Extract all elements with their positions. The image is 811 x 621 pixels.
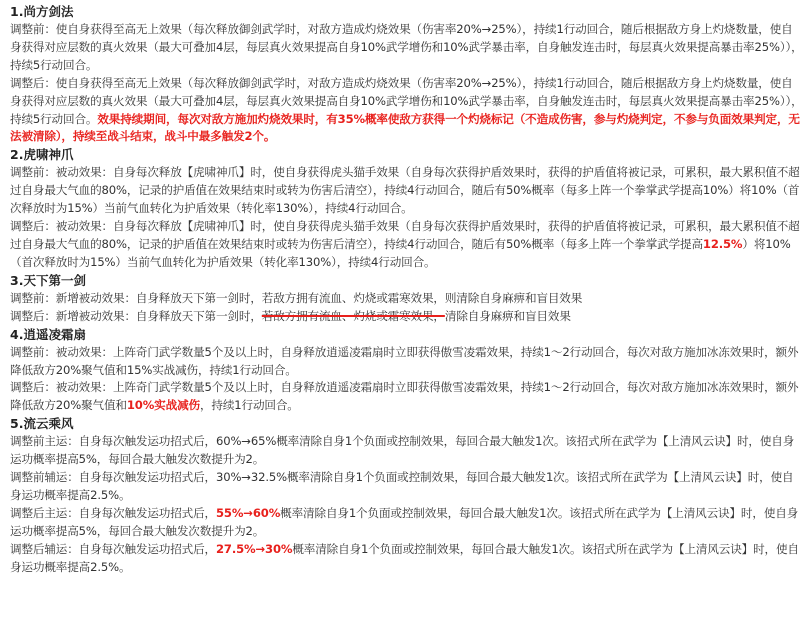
highlight-text: 效果持续期间，每次对敌方施加灼烧效果时，有35%概率使敌方获得一个灼烧标记（不造成伤害，参与灼烧判定，不参与负面效果判定，无法被清除），持续至战斗结束，战斗中最多触发2个。 [10, 111, 800, 144]
adjustment-paragraph [10, 379, 803, 415]
body-text: 调整后：被动效果：自身每次释放【虎啸神爪】时，使自身获得虎头猫手效果（自身每次获得护盾效果时，获得的护盾值将被记录，可累积，最大累积值不超过自身最大气血的80%，记录的护盾值在效果结束时或转为伤害后清空），持续4行动回合，随后有50%概率（每多上阵一个拳掌武学提高 [10, 219, 800, 251]
section-title: 5.流云乘风 [10, 416, 74, 432]
body-text: ）将10%（首次释放时为15%）当前气血转化为护盾效果（转化率130%），持续4行动回合。 [10, 236, 791, 269]
body-text: 概率清除自身1个负面或控制效果，每回合最大触发1次。该招式所在武学为【上清风云诀】时，使自身运功概率提高2.5%。 [10, 541, 799, 574]
body-text: 清除自身麻痹和盲目效果 [444, 308, 571, 323]
body-text: 调整后主运：自身每次触发运功招式后， [10, 505, 216, 520]
removed-text: 若敌方拥有流血、灼烧或霜寒效果， [261, 308, 445, 323]
section-title: 1.尚方剑法 [10, 4, 74, 19]
adjustment-paragraph [10, 433, 803, 469]
adjustment-paragraph [10, 75, 803, 147]
body-text: 概率清除自身1个负面或控制效果，每回合最大触发1次。该招式所在武学为【上清风云诀】时，使自身运功概率提高5%，每回合最大触发次数提升为2。 [10, 505, 799, 538]
adjustment-paragraph [10, 290, 803, 308]
adjustment-paragraph [10, 308, 803, 326]
body-text: 调整前：被动效果：上阵奇门武学数量5个及以上时，自身释放逍遥凌霜扇时立即获得傲雪凌霜效果，持续1～2行动回合，每次对敌方施加冰冻效果时，额外降低敌方20%聚气值和15%实战减伤，持续1行动回合。 [10, 344, 799, 377]
body-text: 调整后：被动效果：上阵奇门武学数量5个及以上时，自身释放逍遥凌霜扇时立即获得傲雪凌霜效果，持续1～2行动回合，每次对敌方施加冰冻效果时，额外降低敌方20%聚气值和 [10, 380, 799, 413]
body-text: 调整前辅运：自身每次触发运功招式后，30%→32.5%概率清除自身1个负面或控制效果，每回合最大触发1次。该招式所在武学为【上清风云诀】时，使自身运功概率提高2.5%。 [10, 470, 794, 502]
adjustment-paragraph [10, 21, 803, 75]
adjustment-paragraph [10, 218, 803, 272]
section-title: 2.虎啸神爪 [10, 147, 74, 163]
adjustment-paragraph [10, 505, 803, 541]
section-title: 4.逍遥凌霜扇 [10, 326, 86, 342]
highlight-text: 55%→60% [216, 505, 281, 520]
body-text: 调整前：使自身获得至高无上效果（每次释放御剑武学时，对敌方造成灼烧效果（伤害率20%→25%），持续1行动回合，随后根据敌方身上灼烧数量，使自身获得对应层数的真火效果（最大可叠加4层，每层真火效果提高自身10%武学增伤和10%武学暴击率，自身触发连击时，每层真火效果提高暴击率25%）），持续5行动回合。 [10, 22, 803, 72]
highlight-text: 10%实战减伤 [126, 398, 200, 413]
body-text: 调整前：新增被动效果：自身释放天下第一剑时，若敌方拥有流血、灼烧或霜寒效果，则清除自身麻痹和盲目效果 [10, 290, 583, 305]
highlight-text: 27.5%→30% [216, 541, 293, 556]
body-text: 调整后辅运：自身每次触发运功招式后， [10, 541, 216, 556]
adjustment-paragraph [10, 541, 803, 577]
body-text: 调整后：使自身获得至高无上效果（每次释放御剑武学时，对敌方造成灼烧效果（伤害率20%→25%），持续1行动回合，随后根据敌方身上灼烧数量，使自身获得对应层数的真火效果（最大可叠加4层，每层真火效果提高自身10%武学增伤和10%武学暴击率，自身触发连击时，每层真火效果提高暴击率25%）），持续5行动回合。 [10, 75, 803, 126]
body-text: 调整前：被动效果：自身每次释放【虎啸神爪】时，使自身获得虎头猫手效果（自身每次获得护盾效果时，获得的护盾值将被记录，可累积，最大累积值不超过自身最大气血的80%，记录的护盾值在效果结束时或转为伤害后清空），持续4行动回合，随后有50%概率（每多上阵一个拳掌武学提高10%）将10%（首次释放时为15%）当前气血转化为护盾效果（转化率130%），持续4行动回合。 [10, 165, 800, 216]
body-text: 调整前主运：自身每次触发运功招式后，60%→65%概率清除自身1个负面或控制效果，每回合最大触发1次。该招式所在武学为【上清风云诀】时，使自身运功概率提高5%，每回合最大触发次数提升为2。 [10, 434, 795, 467]
adjustment-paragraph [10, 164, 803, 218]
body-text: ，持续1行动回合。 [199, 398, 299, 413]
adjustment-paragraph [10, 469, 803, 505]
section-title: 3.天下第一剑 [10, 272, 86, 288]
body-text: 调整后：新增被动效果：自身释放天下第一剑时， [10, 308, 262, 323]
adjustment-paragraph [10, 344, 803, 380]
highlight-text: 12.5% [702, 236, 743, 251]
